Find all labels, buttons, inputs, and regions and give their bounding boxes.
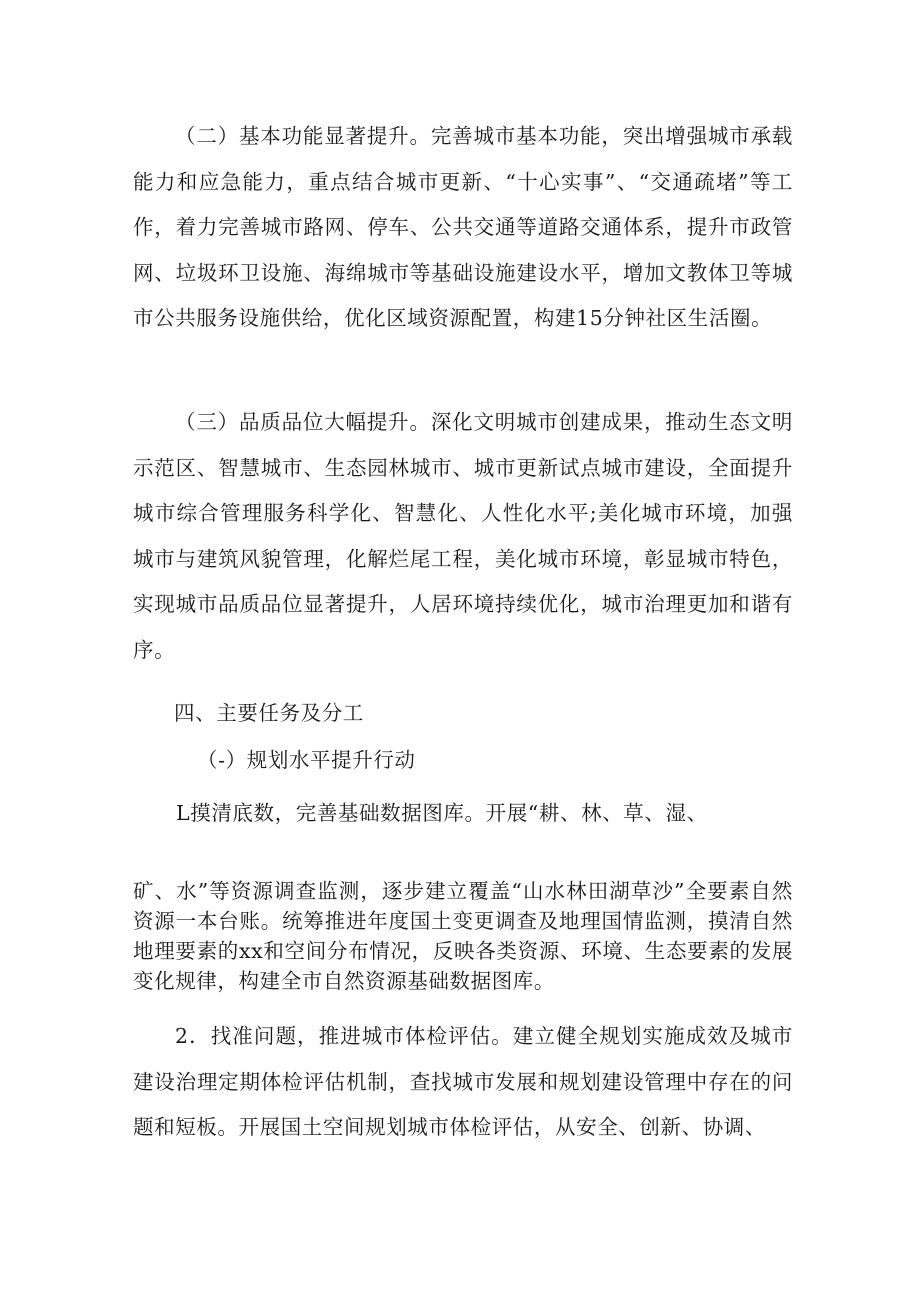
section-heading-tasks: 四、主要任务及分工 (174, 701, 364, 725)
item-2-paragraph: 2．找准问题，推进城市体检评估。建立健全规划实施成效及城市建设治理定期体检评估机制，查找城市发展和规划建设管理中存在的问题和短板。开展国土空间规划城市体检评估，从安全、创新、协调、 (133, 1024, 793, 1139)
subsection-heading-planning: （-）规划水平提升行动 (197, 748, 416, 772)
item-1-continuation: 矿、水”等资源调查监测，逐步建立覆盖“山水林田湖草沙”全要素自然资源一本台账。统筹推进年度国土变更调查及地理国情监测，摸清自然地理要素的xx和空间分布情况，反映各类资源、环境、生态要素的发展变化规律，构建全市自然资源基础数据图库。 (133, 879, 793, 993)
item-1-first-line: L摸清底数，完善基础数据图库。开展“耕、林、草、湿、 (176, 801, 708, 825)
paragraph-basic-function: （二）基本功能显著提升。完善城市基本功能，突出增强城市承载能力和应急能力，重点结合城市更新、“十心实事”、“交通疏堵”等工作，着力完善城市路网、停车、公共交通等道路交通体系，提升市政管网、垃圾环卫设施、海绵城市等基础设施建设水平，增加文教体卫等城市公共服务设施供给，优化区域资源配置，构建15分钟社区生活圈。 (133, 124, 793, 330)
paragraph-quality: （三）品质品位大幅提升。深化文明城市创建成果，推动生态文明示范区、智慧城市、生态园林城市、城市更新试点城市建设，全面提升城市综合管理服务科学化、智慧化、人性化水平;美化城市环境，加强城市与建筑风貌管理，化解烂尾工程，美化城市环境，彰显城市特色，实现城市品质品位显著提升，人居环境持续优化，城市治理更加和谐有序。 (133, 410, 793, 662)
